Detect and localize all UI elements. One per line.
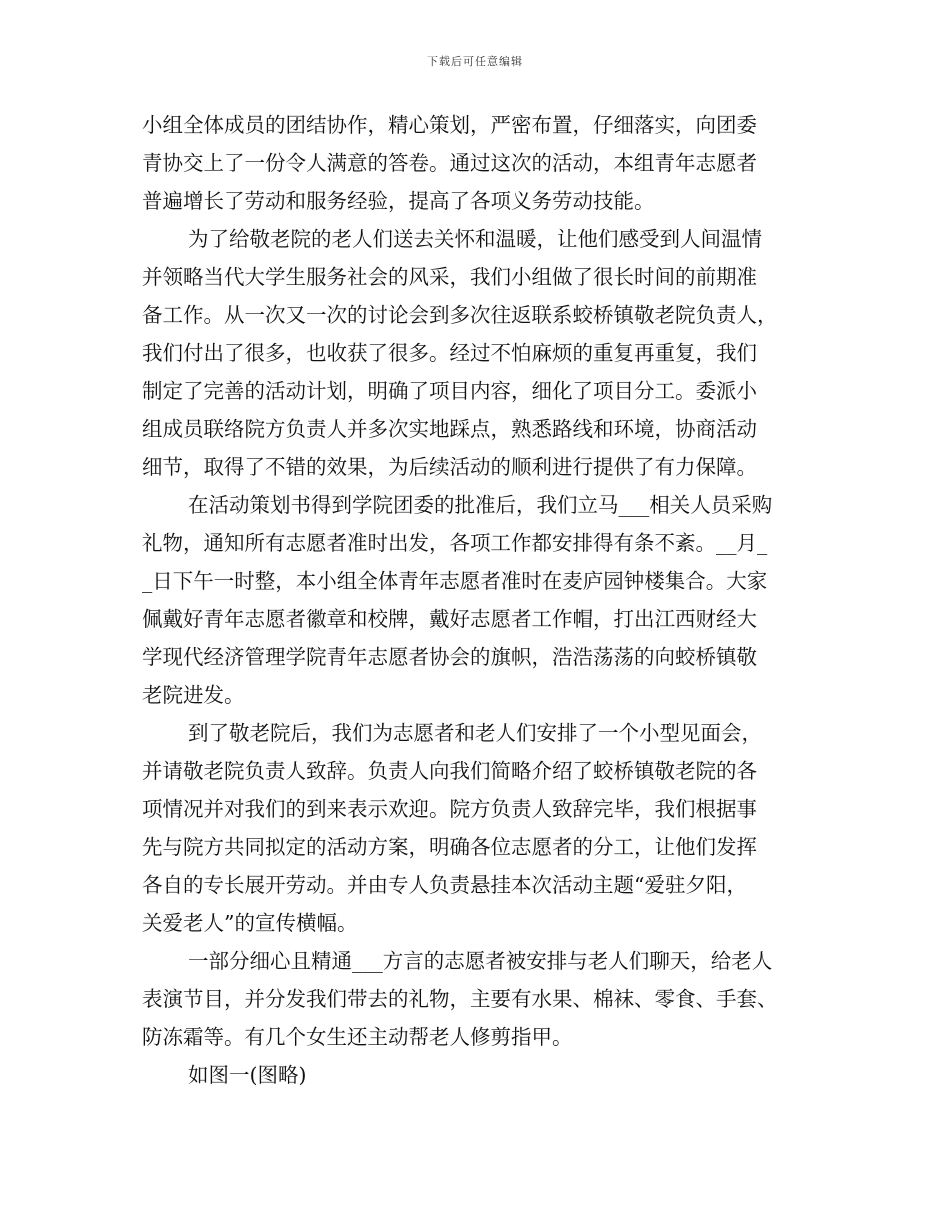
text-line: 防冻霜等。有几个女生还主动帮老人修剪指甲。 [142, 1025, 573, 1049]
text-line: 制定了完善的活动计划，明确了项目内容，细化了项目分工。委派小 [142, 379, 757, 403]
text-line: 小组全体成员的团结协作，精心策划，严密布置，仔细落实，向团委 [142, 113, 757, 137]
text-line: 关爱老人”的宣传横幅。 [142, 911, 358, 935]
text-line: 到了敬老院后，我们为志愿者和老人们安排了一个小型见面会， [188, 721, 762, 745]
text-line: 备工作。从一次又一次的讨论会到多次往返联系蛟桥镇敬老院负责人， [142, 303, 778, 327]
text-line: 佩戴好青年志愿者徽章和校牌，戴好志愿者工作帽，打出江西财经大 [142, 607, 757, 631]
text-line: 学现代经济管理学院青年志愿者协会的旗帜，浩浩荡荡的向蛟桥镇敬 [142, 645, 757, 669]
text-line: 组成员联络院方负责人并多次实地踩点，熟悉路线和环境，协商活动 [142, 417, 757, 441]
text-line: 礼物，通知所有志愿者准时出发，各项工作都安排得有条不紊。__月_ [142, 531, 768, 555]
text-line: 项情况并对我们的到来表示欢迎。院方负责人致辞完毕，我们根据事 [142, 797, 757, 821]
text-line: 一部分细心且精通___方言的志愿者被安排与老人们聊天，给老人 [188, 949, 773, 973]
text-line: 在活动策划书得到学院团委的批准后，我们立马___相关人员采购 [188, 493, 773, 517]
text-line: 我们付出了很多，也收获了很多。经过不怕麻烦的重复再重复，我们 [142, 341, 757, 365]
text-line: 并请敬老院负责人致辞。负责人向我们简略介绍了蛟桥镇敬老院的各 [142, 759, 757, 783]
page-header: 下载后可任意编辑 [427, 55, 523, 68]
text-line: 表演节目，并分发我们带去的礼物，主要有水果、棉袜、零食、手套、 [142, 987, 778, 1011]
text-line: 各自的专长展开劳动。并由专人负责悬挂本次活动主题“爱驻夕阳， [142, 873, 747, 897]
text-line: 并领略当代大学生服务社会的风采，我们小组做了很长时间的前期准 [142, 265, 757, 289]
document-body [142, 106, 808, 1094]
text-line: 为了给敬老院的老人们送去关怀和温暖，让他们感受到人间温情 [188, 227, 762, 251]
text-line: 先与院方共同拟定的活动方案，明确各位志愿者的分工，让他们发挥 [142, 835, 757, 859]
text-line: _日下午一时整，本小组全体青年志愿者准时在麦庐园钟楼集合。大家 [142, 569, 768, 593]
text-line: 如图一(图略) [188, 1063, 307, 1087]
text-line: 老院进发。 [142, 683, 245, 707]
text-line: 青协交上了一份令人满意的答卷。通过这次的活动，本组青年志愿者 [142, 151, 757, 175]
text-line: 普遍增长了劳动和服务经验，提高了各项义务劳动技能。 [142, 189, 655, 213]
text-line: 细节，取得了不错的效果，为后续活动的顺利进行提供了有力保障。 [142, 455, 757, 479]
